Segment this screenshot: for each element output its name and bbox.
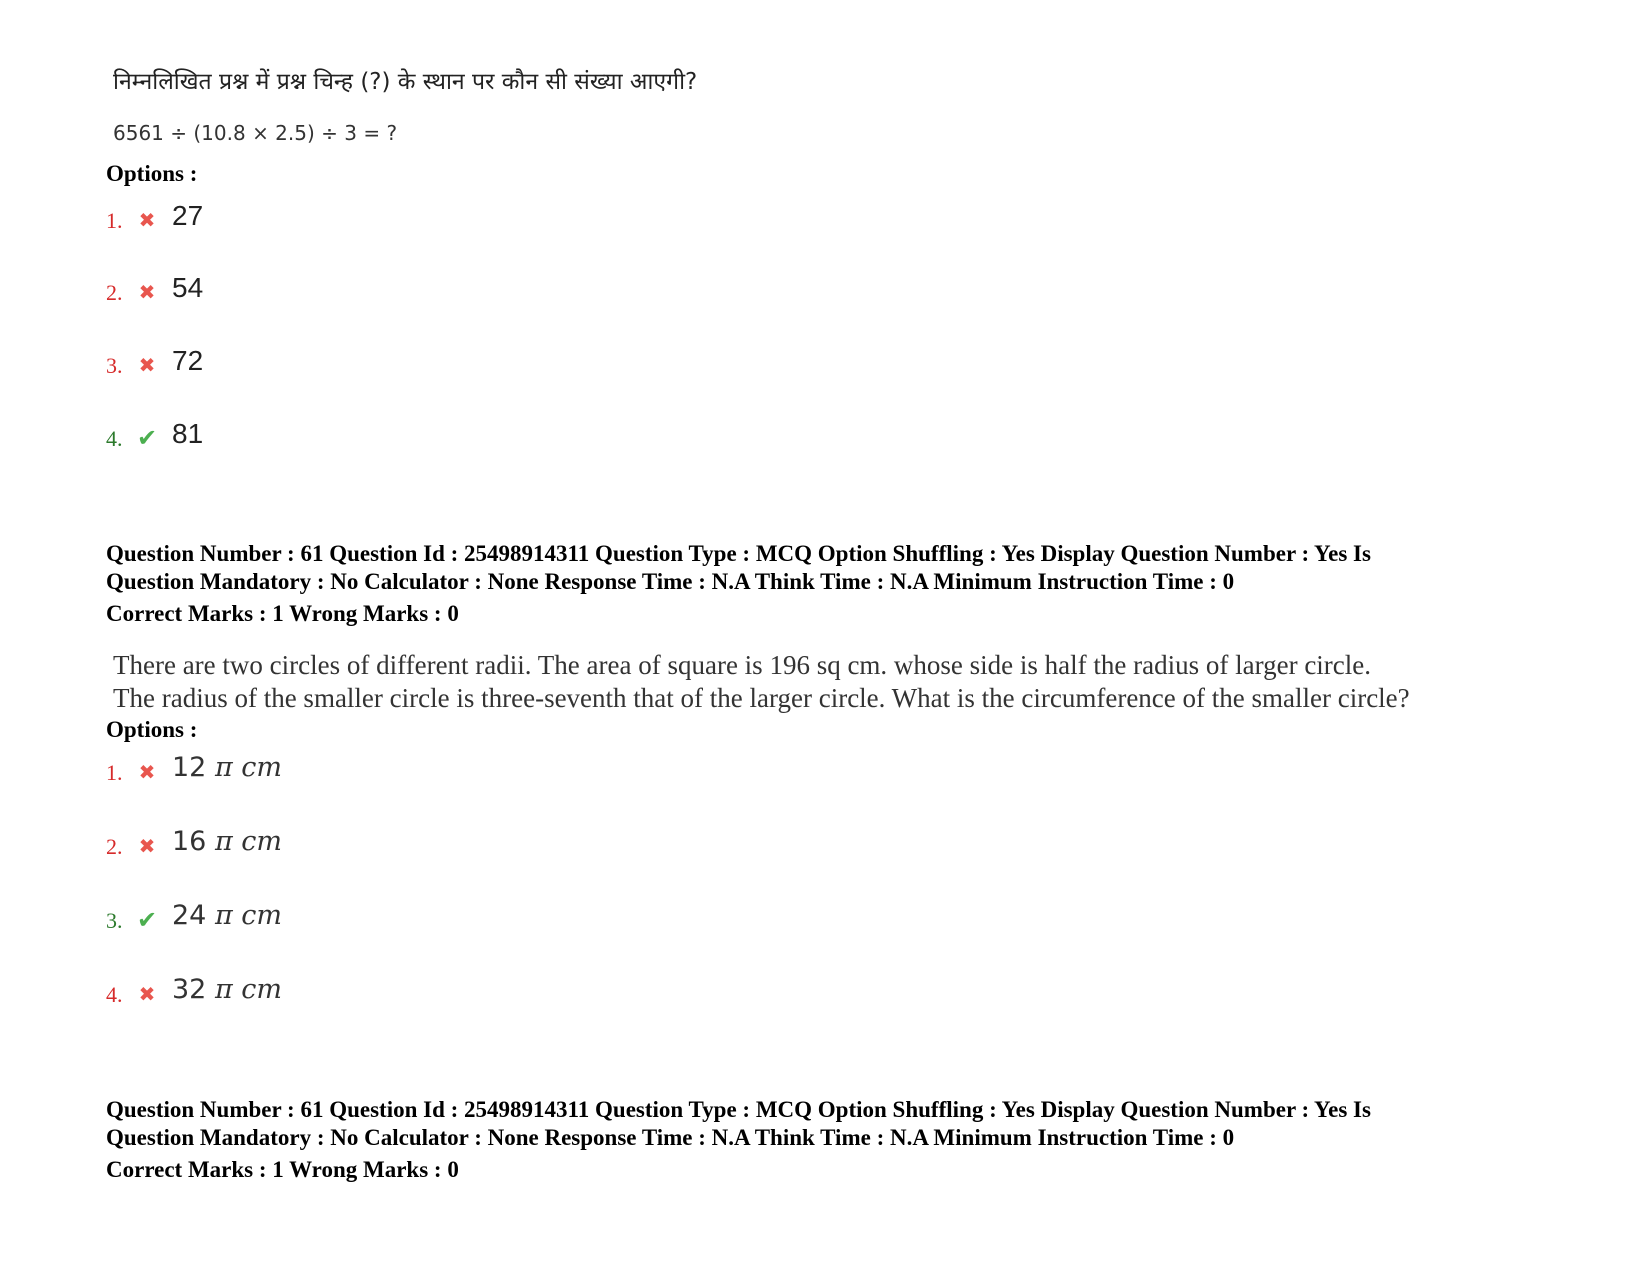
cross-icon: ✖ [138,353,156,377]
question-2-text [113,649,1573,715]
option-value: 72 [172,345,204,376]
option-number: 1. [106,208,123,233]
option-number: 1. [106,760,123,785]
check-icon: ✔ [136,906,158,934]
q2-option-2 [106,819,282,859]
option-value: 16 π cm [172,826,283,857]
question-2-options-heading: Options : [106,717,198,742]
q1-option-1 [106,193,203,233]
q2-option-3 [106,893,282,933]
q1-option-3 [106,338,203,378]
meta-line-2: Question Mandatory : No Calculator : None Response Time : N.A Think Time : N.A Minimum Instruction Time : 0 [106,569,1235,594]
option-value: 24 π cm [172,900,283,931]
option-number: 3. [106,908,123,933]
question-3-meta [106,1096,1551,1152]
question-2-marks: Correct Marks : 1 Wrong Marks : 0 [106,601,459,626]
cross-icon: ✖ [138,208,156,232]
question-1-options-heading: Options : [106,161,198,186]
q1-option-2 [106,265,203,305]
check-icon: ✔ [136,424,158,452]
question-2-text-line-1: There are two circles of different radii. The area of square is 196 sq cm. whose side is half the radius of larger circle. [113,650,1372,680]
option-number: 4. [106,982,123,1007]
option-number: 3. [106,353,123,378]
q2-option-1 [106,745,282,785]
cross-icon: ✖ [138,280,156,304]
cross-icon: ✖ [138,834,156,858]
question-1-text: निम्नलिखित प्रश्न में प्रश्न चिन्ह (?) के स्थान पर कौन सी संख्या आएगी? [113,69,698,95]
option-value: 12 π cm [172,752,283,783]
question-2-meta [106,540,1551,596]
question-2-text-line-2: The radius of the smaller circle is three-seventh that of the larger circle. What is the circumference of the smaller circle? [113,683,1410,713]
option-value: 81 [172,418,204,449]
option-value: 54 [172,272,204,303]
question-3-marks: Correct Marks : 1 Wrong Marks : 0 [106,1157,459,1182]
meta-line-2: Question Mandatory : No Calculator : None Response Time : N.A Think Time : N.A Minimum Instruction Time : 0 [106,1125,1235,1150]
option-value: 27 [172,200,204,231]
option-number: 2. [106,834,123,859]
option-value: 32 π cm [172,974,283,1005]
question-1-expression: 6561 ÷ (10.8 × 2.5) ÷ 3 = ? [113,121,398,145]
meta-line-1: Question Number : 61 Question Id : 25498914311 Question Type : MCQ Option Shuffling : Yes Display Question Number : Yes Is [106,1097,1371,1122]
option-number: 2. [106,280,123,305]
option-number: 4. [106,426,123,451]
cross-icon: ✖ [138,760,156,784]
q2-option-4 [106,967,282,1007]
meta-line-1: Question Number : 61 Question Id : 25498914311 Question Type : MCQ Option Shuffling : Yes Display Question Number : Yes Is [106,541,1371,566]
cross-icon: ✖ [138,982,156,1006]
q1-option-4 [106,411,203,451]
